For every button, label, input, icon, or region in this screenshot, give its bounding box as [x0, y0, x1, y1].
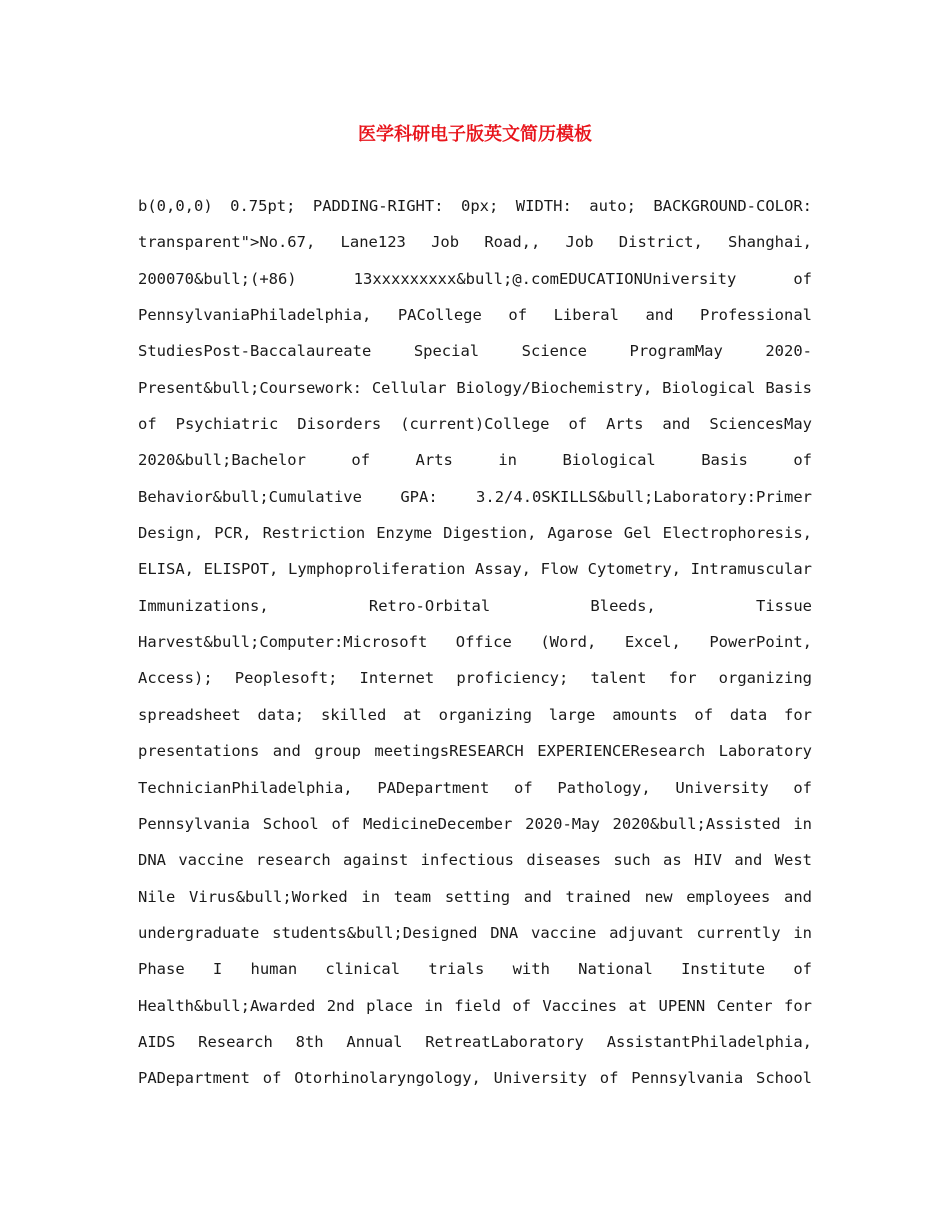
body-line-9: Behavior&bull;Cumulative GPA: 3.2/4.0SKILLS&bull;Laboratory:Primer — [138, 487, 812, 506]
body-line-6: Present&bull;Coursework: Cellular Biology/Biochemistry, Biological Basis — [138, 378, 812, 397]
document-title: 医学科研电子版英文简历模板 — [358, 124, 592, 145]
body-line-8: 2020&bull;Bachelor of Arts in Biological Basis of — [138, 451, 812, 470]
body-line-13: Harvest&bull;Computer:Microsoft Office (Word, Excel, PowerPoint, — [138, 633, 812, 652]
body-line-18: Pennsylvania School of MedicineDecember 2020-May 2020&bull;Assisted in — [138, 814, 812, 833]
body-line-14: Access); Peoplesoft; Internet proficiency; talent for organizing — [138, 669, 812, 688]
body-line-11: ELISA, ELISPOT, Lymphoproliferation Assay, Flow Cytometry, Intramuscular — [138, 560, 812, 579]
body-line-17: TechnicianPhiladelphia, PADepartment of Pathology, University of — [138, 778, 812, 797]
body-line-25: PADepartment of Otorhinolaryngology, University of Pennsylvania School — [138, 1069, 812, 1088]
body-line-19: DNA vaccine research against infectious diseases such as HIV and West — [138, 851, 812, 870]
body-line-22: Phase I human clinical trials with National Institute of — [138, 960, 812, 979]
body-line-23: Health&bull;Awarded 2nd place in field of Vaccines at UPENN Center for — [138, 996, 812, 1015]
body-line-16: presentations and group meetingsRESEARCH EXPERIENCEResearch Laboratory — [138, 742, 812, 761]
body-line-10: Design, PCR, Restriction Enzyme Digestion, Agarose Gel Electrophoresis, — [138, 524, 812, 543]
resume-body-text — [138, 188, 812, 1097]
body-line-15: spreadsheet data; skilled at organizing large amounts of data for — [138, 705, 812, 724]
body-line-20: Nile Virus&bull;Worked in team setting and trained new employees and — [138, 887, 812, 906]
body-line-5: StudiesPost-Baccalaureate Special Science ProgramMay 2020- — [138, 342, 812, 361]
body-line-12: Immunizations, Retro-Orbital Bleeds, Tissue — [138, 596, 812, 615]
body-line-3: 200070&bull;(+86) 13xxxxxxxxx&bull;@.comEDUCATIONUniversity of — [138, 269, 812, 288]
body-line-4: PennsylvaniaPhiladelphia, PACollege of Liberal and Professional — [138, 306, 812, 325]
body-line-24: AIDS Research 8th Annual RetreatLaboratory AssistantPhiladelphia, — [138, 1032, 812, 1051]
body-line-7: of Psychiatric Disorders (current)College of Arts and SciencesMay — [138, 415, 812, 434]
body-line-21: undergraduate students&bull;Designed DNA vaccine adjuvant currently in — [138, 923, 812, 942]
body-line-2: transparent">No.67, Lane123 Job Road,, Job District, Shanghai, — [138, 233, 812, 252]
body-line-1: b(0,0,0) 0.75pt; PADDING-RIGHT: 0px; WIDTH: auto; BACKGROUND-COLOR: — [138, 197, 812, 215]
